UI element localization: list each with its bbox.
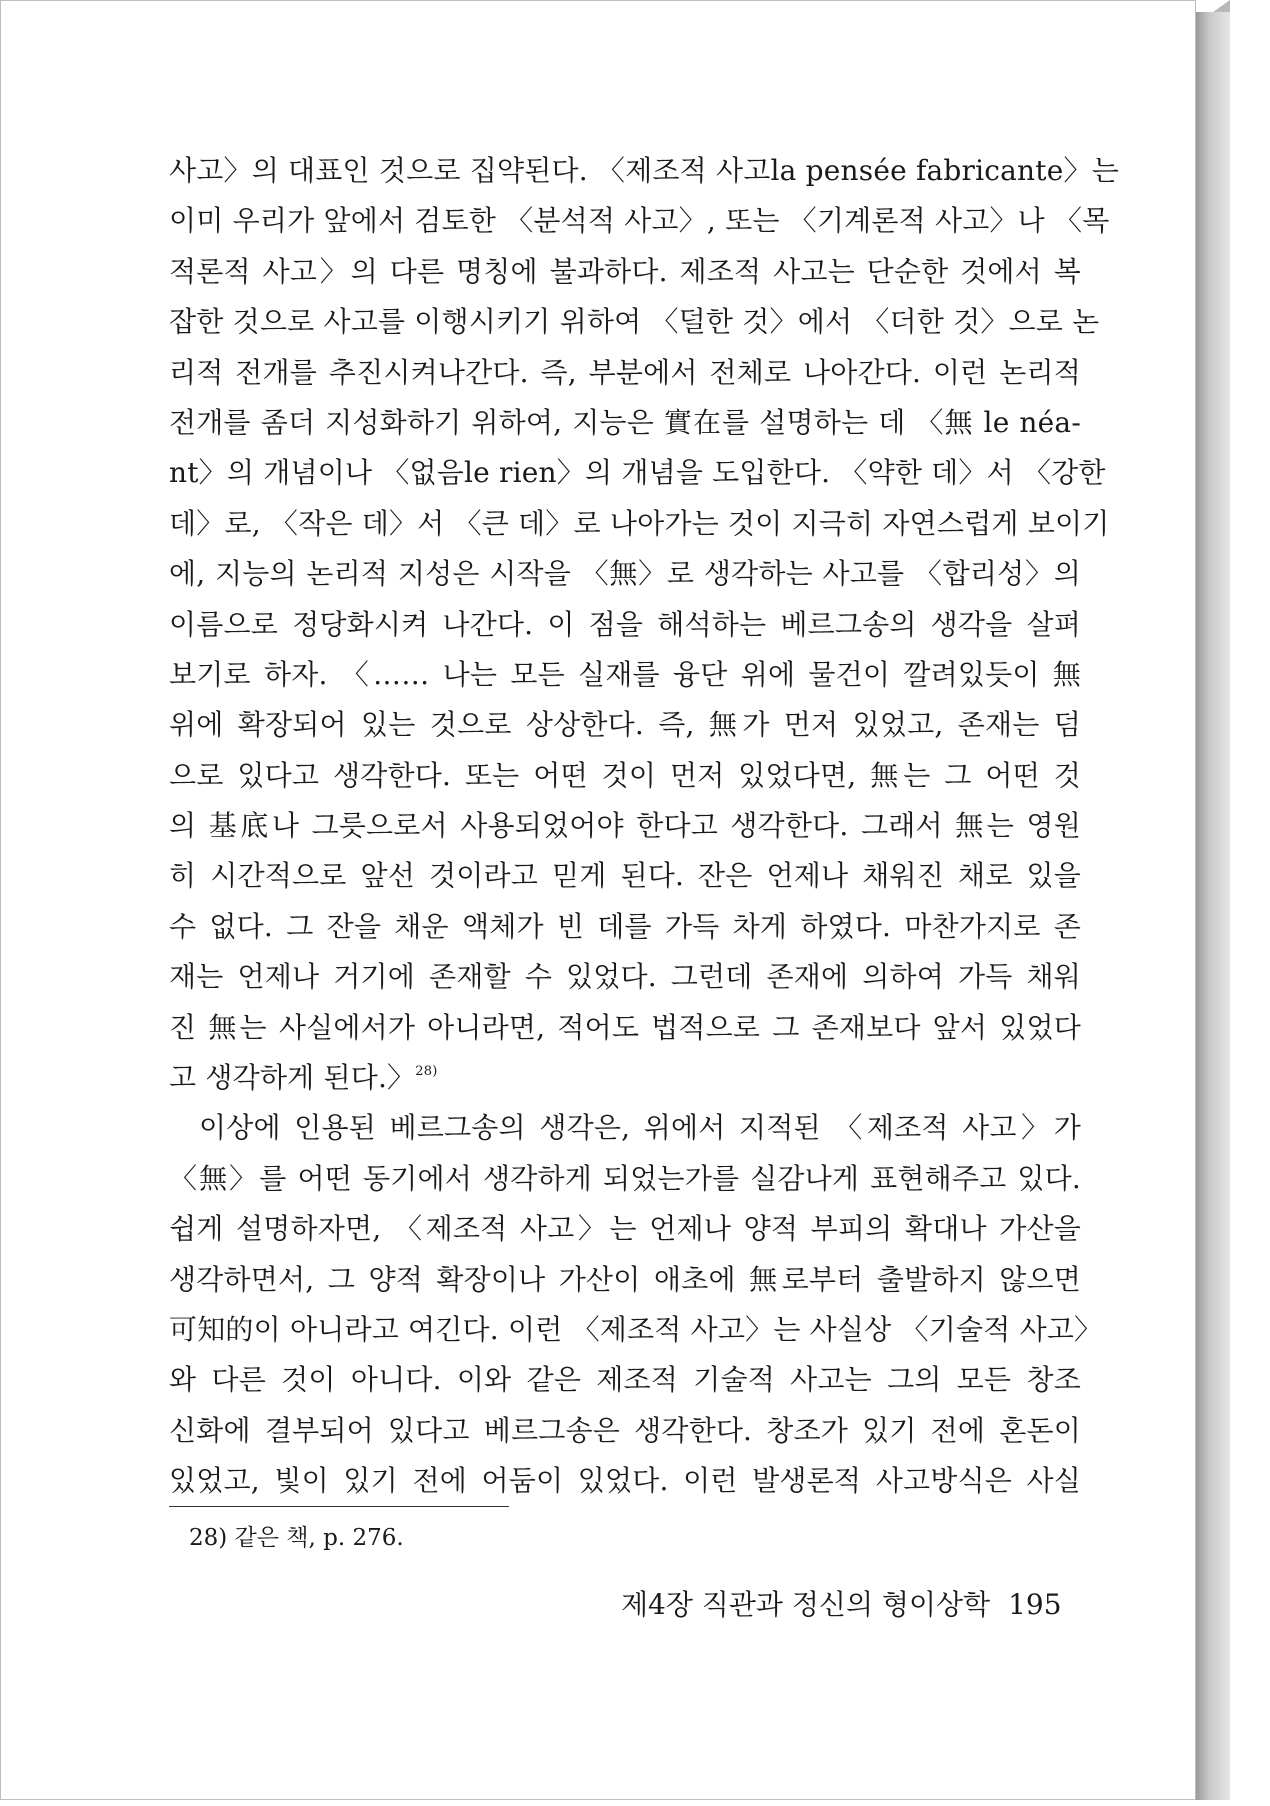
text-line: 〈無〉를 어떤 동기에서 생각하게 되었는가를 실감나게 표현해주고 있다. [169, 1161, 1081, 1195]
text-line: 사고〉의 대표인 것으로 집약된다. 〈제조적 사고la pensée fabricante〉는 [169, 154, 1119, 187]
text-line: 와 다른 것이 아니다. 이와 같은 제조적 기술적 사고는 그의 모든 창조 [169, 1363, 1081, 1397]
text-line: 리적 전개를 추진시켜나간다. 즉, 부분에서 전체로 나아간다. 이런 논리적 [169, 355, 1081, 389]
text-line: 전개를 좀더 지성화하기 위하여, 지능은 實在를 설명하는 데 〈無 le néa- [169, 405, 1081, 439]
text-line: 이미 우리가 앞에서 검토한 〈분석적 사고〉, 또는 〈기계론적 사고〉나 〈목 [169, 204, 1110, 238]
text-line: 신화에 결부되어 있다고 베르그송은 생각한다. 창조가 있기 전에 혼돈이 [169, 1413, 1081, 1447]
text-line: 잡한 것으로 사고를 이행시키기 위하여 〈덜한 것〉에서 〈더한 것〉으로 논 [169, 305, 1100, 339]
text-line: 히 시간적으로 앞선 것이라고 믿게 된다. 잔은 언제나 채워진 채로 있을 [169, 859, 1081, 893]
text-line: 이름으로 정당화시켜 나간다. 이 점을 해석하는 베르그송의 생각을 살펴 [169, 607, 1081, 641]
page-edge-shadow [1196, 12, 1230, 1800]
text-line: nt〉의 개념이나 〈없음le rien〉의 개념을 도입한다. 〈약한 데〉서 〈강한 [169, 456, 1106, 490]
text-line: 으로 있다고 생각한다. 또는 어떤 것이 먼저 있었다면, 無는 그 어떤 것 [169, 758, 1081, 792]
footnote-divider [169, 1506, 509, 1507]
paragraph-start-line: 이상에 인용된 베르그송의 생각은, 위에서 지적된 〈제조적 사고〉가 [199, 1111, 1081, 1145]
text-line: 진 無는 사실에서가 아니라면, 적어도 법적으로 그 존재보다 앞서 있었다 [169, 1010, 1081, 1044]
text-line: 에, 지능의 논리적 지성은 시작을 〈無〉로 생각하는 사고를 〈합리성〉의 [169, 557, 1081, 591]
text-line: 보기로 하자. 〈…… 나는 모든 실재를 융단 위에 물건이 깔려있듯이 無 [169, 657, 1081, 691]
text-line: 쉽게 설명하자면, 〈제조적 사고〉는 언제나 양적 부피의 확대나 가산을 [169, 1212, 1081, 1246]
page-number: 195 [1008, 1588, 1062, 1621]
text-line: 수 없다. 그 잔을 채운 액체가 빈 데를 가득 차게 하였다. 마찬가지로 존 [169, 909, 1081, 943]
text-line: 可知的이 아니라고 여긴다. 이런 〈제조적 사고〉는 사실상 〈기술적 사고〉 [169, 1312, 1103, 1346]
quote-end-line [169, 1053, 1081, 1103]
text-line: 데〉로, 〈작은 데〉서 〈큰 데〉로 나아가는 것이 지극히 자연스럽게 보이기 [169, 506, 1110, 540]
text-line: 재는 언제나 거기에 존재할 수 있었다. 그런데 존재에 의하여 가득 채워 [169, 960, 1081, 994]
text-line: 있었고, 빛이 있기 전에 어둠이 있었다. 이런 발생론적 사고방식은 사실 [169, 1464, 1081, 1498]
running-footer [621, 1585, 1062, 1625]
footnote: 28) 같은 책, p. 276. [189, 1525, 404, 1551]
footnote-ref: 28) [415, 1064, 438, 1080]
text-line: 적론적 사고〉의 다른 명칭에 불과하다. 제조적 사고는 단순한 것에서 복 [169, 254, 1081, 288]
body-text [169, 146, 1119, 1507]
text-line: 생각하면서, 그 양적 확장이나 가산이 애초에 無로부터 출발하지 않으면 [169, 1262, 1081, 1296]
text-line: 의 基底나 그릇으로서 사용되었어야 한다고 생각한다. 그래서 無는 영원 [169, 809, 1081, 843]
chapter-title: 제4장 직관과 정신의 형이상학 [621, 1588, 991, 1621]
quote-end-text: 고 생각하게 된다.〉 [169, 1061, 416, 1095]
text-line: 위에 확장되어 있는 것으로 상상한다. 즉, 無가 먼저 있었고, 존재는 덤 [169, 708, 1081, 742]
